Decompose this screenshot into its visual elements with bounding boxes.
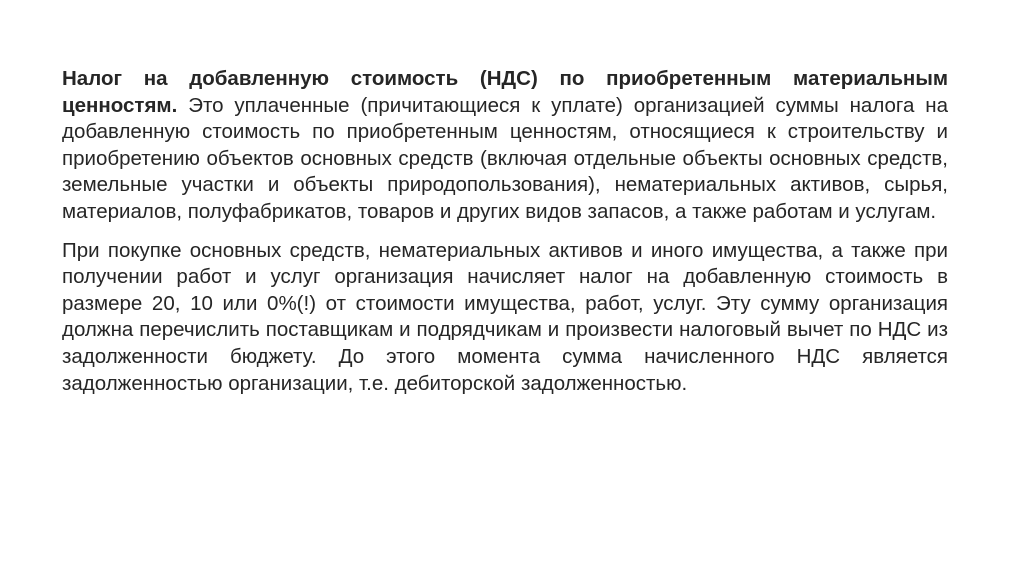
paragraph-explanation: При покупке основных средств, нематериальных активов и иного имущества, а также при получении работ и услуг организация начисляет налог на добавленную стоимость в размере 20, 10 или 0%(!) от стоимости имущества, работ, услуг. Эту сумму организация должна перечислить поставщикам и подрядчикам и произвести налоговый вычет по НДС из задолженности бюджету. До этого момента сумма начисленного НДС является задолженностью организации, т.е. дебиторской задолженностью. <box>62 238 948 395</box>
paragraph-definition <box>62 66 948 226</box>
slide-body <box>62 66 948 397</box>
term-heading: Налог на добавленную стоимость (НДС) по приобретенным материальным ценностям. <box>62 67 948 117</box>
definition-text: Это уплаченные (причитающиеся к уплате) организацией суммы налога на добавленную стоимость по приобретенным ценностям, относящиеся к строительству и приобретению объектов основных средств (включая отдельные объекты основных средств, земельные участки и объекты природопользования), нематериальных активов, сырья, материалов, полуфабрикатов, товаров и других видов запасов, а также работам и услугам. <box>62 93 948 223</box>
